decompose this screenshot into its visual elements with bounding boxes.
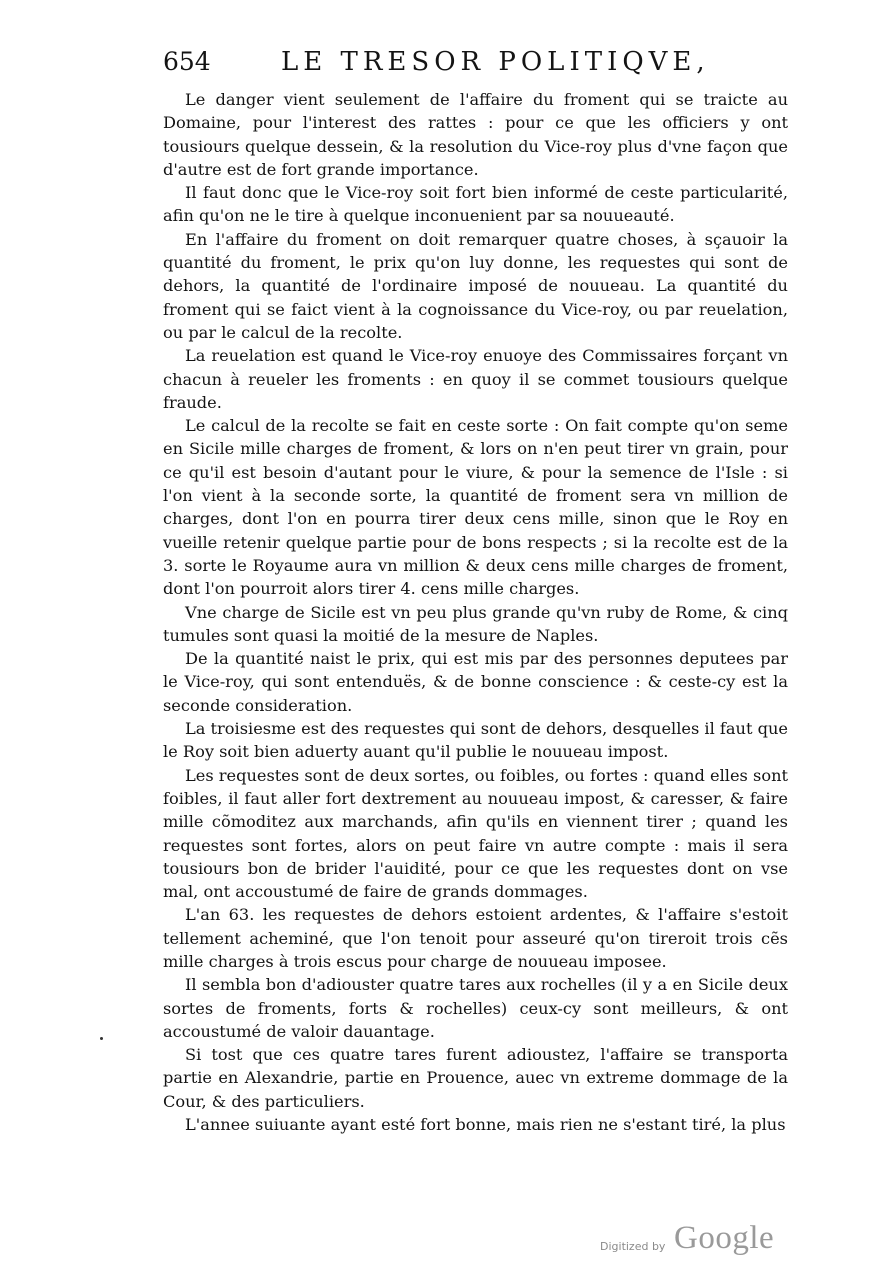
- digitized-by-label: Digitized by: [600, 1240, 666, 1253]
- paragraph: La troisiesme est des requestes qui sont de dehors, desquelles il faut que le Roy soit bien aduerty auant qu'il publie le nouueau impost.: [163, 719, 788, 762]
- paragraph: Si tost que ces quatre tares furent adioustez, l'affaire se transporta partie en Alexandrie, partie en Prouence, auec vn extreme dommage de la Cour, & des particuliers.: [163, 1045, 788, 1111]
- paragraph: Le calcul de la recolte se fait en ceste sorte : On fait compte qu'on seme en Sicile mille charges de froment, & lors on n'en peut tirer vn grain, pour ce qu'il est besoin d'autant pour le viure, & pour la semence de l'Isle : si l'on vient à la seconde sorte, la quantité de froment sera vn million de charges, dont l'on en pourra tirer deux cens mille, sinon que le Roy en vueille retenir quelque partie pour de bons respects ; si la recolte est de la 3. sorte le Royaume aura vn million & deux cens mille charges de froment, dont l'on pourroit alors tirer 4. cens mille charges.: [163, 416, 788, 599]
- paragraph: La reuelation est quand le Vice-roy enuoye des Commissaires forçant vn chacun à reueler les froments : en quoy il se commet tousiours quelque fraude.: [163, 346, 788, 412]
- page-number: 654: [163, 47, 211, 76]
- paragraph: Le danger vient seulement de l'affaire du froment qui se traicte au Domaine, pour l'interest des rattes : pour ce que les officiers y ont tousiours quelque dessein, & la resolution du Vice-roy plus d'vne façon que d'autre est de fort grande importance.: [163, 90, 788, 179]
- paragraph: De la quantité naist le prix, qui est mis par des personnes deputees par le Vice-roy, qui sont entenduës, & de bonne conscience : & ceste-cy est la seconde consideration.: [163, 649, 788, 715]
- google-logo: Google: [674, 1220, 775, 1256]
- paragraph: Les requestes sont de deux sortes, ou foibles, ou fortes : quand elles sont foibles, il faut aller fort dextrement au nouueau impost, & caresser, & faire mille cõmoditez aux marchands, afin qu'ils en viennent tirer ; quand les requestes sont fortes, alors on peut faire vn autre compte : mais il sera tousiours bon de brider l'auidité, pour ce que les requestes dont on vse mal, ont accoustumé de faire de grands dommages.: [163, 765, 788, 902]
- paragraph: En l'affaire du froment on doit remarquer quatre choses, à sçauoir la quantité du froment, le prix qu'on luy donne, les requestes qui sont de dehors, la quantité de l'ordinaire imposé de nouueau. La quantité du froment qui se faict vient à la cognoissance du Vice-roy, ou par reuelation, ou par le calcul de la recolte.: [163, 229, 788, 342]
- paragraph: Il faut donc que le Vice-roy soit fort bien informé de ceste particularité, afin qu'on ne le tire à quelque inconuenient par sa nouueauté.: [163, 183, 788, 226]
- body-text: [163, 88, 788, 1136]
- paragraph: L'annee suiuante ayant esté fort bonne, mais rien ne s'estant tiré, la plus: [185, 1115, 786, 1135]
- running-title: LE TRESOR POLITIQVE,: [281, 47, 710, 77]
- margin-ink-dot: [100, 1037, 103, 1040]
- paragraph: Vne charge de Sicile est vn peu plus grande qu'vn ruby de Rome, & cinq tumules sont quasi la moitié de la mesure de Naples.: [163, 602, 788, 645]
- page-header: [163, 44, 783, 80]
- paragraph: L'an 63. les requestes de dehors estoient ardentes, & l'affaire s'estoit tellement acheminé, que l'on tenoit pour asseuré qu'on tireroit trois cẽs mille charges à trois escus pour charge de nouueau imposee.: [163, 905, 788, 971]
- paragraph: Il sembla bon d'adiouster quatre tares aux rochelles (il y a en Sicile deux sortes de froments, forts & rochelles) ceux-cy sont meilleurs, & ont accoustumé de valoir dauantage.: [163, 975, 788, 1041]
- digitization-watermark: [600, 1220, 800, 1260]
